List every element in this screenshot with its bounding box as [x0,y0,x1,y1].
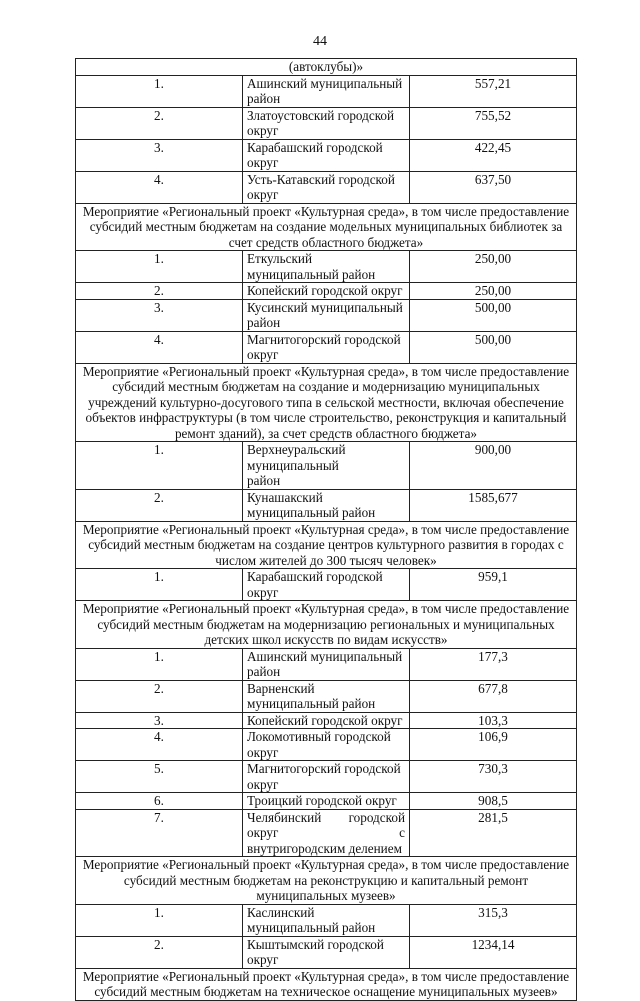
municipality-name [243,809,410,857]
subsidy-amount: 908,5 [410,793,577,810]
subsidy-table-body [76,59,577,1001]
table-row [76,139,577,171]
row-number: 4. [76,171,243,203]
row-number: 1. [76,75,243,107]
subsidy-amount: 557,21 [410,75,577,107]
municipality-name: Еткульский муниципальный район [243,251,410,283]
municipality-name: Копейский городской округ [243,712,410,729]
municipality-name: Кунашакский муниципальный район [243,489,410,521]
row-number: 5. [76,761,243,793]
row-number: 1. [76,569,243,601]
row-number: 2. [76,283,243,300]
subsidy-amount: 730,3 [410,761,577,793]
section-heading-row [76,363,577,442]
subsidy-amount: 106,9 [410,729,577,761]
municipality-name: Варненский муниципальный район [243,680,410,712]
subsidy-amount: 500,00 [410,331,577,363]
section-heading-row [76,521,577,569]
table-row [76,171,577,203]
subsidy-amount: 281,5 [410,809,577,857]
municipality-name-line: Верхнеуральский муниципальный [247,442,346,473]
table-row [76,299,577,331]
subsidy-amount: 959,1 [410,569,577,601]
subsidy-amount: 103,3 [410,712,577,729]
row-number: 1. [76,648,243,680]
row-number: 2. [76,489,243,521]
municipality-name: Карабашский городской округ [243,139,410,171]
table-row [76,680,577,712]
page-number: 44 [313,34,327,49]
municipality-name-line: внутригородским делением [247,840,402,856]
subsidy-amount: 1234,14 [410,936,577,968]
row-number: 3. [76,712,243,729]
section-heading-row [76,857,577,905]
row-number: 4. [76,331,243,363]
table-row [76,648,577,680]
row-number: 3. [76,139,243,171]
row-number: 1. [76,904,243,936]
municipality-name: Магнитогорский городской округ [243,331,410,363]
municipality-name: Карабашский городской округ [243,569,410,601]
section-heading: Мероприятие «Региональный проект «Культурная среда», в том числе предоставление субсидий местным бюджетам на создание центров культурного развития в городах с числом жителей до 300 тысяч человек» [76,521,577,569]
table-row [76,283,577,300]
table-row [76,793,577,810]
municipality-name-line: Челябинский городской округ с [247,809,405,840]
subsidy-amount: 250,00 [410,251,577,283]
section-heading-row [76,203,577,251]
table-row [76,729,577,761]
subsidy-amount: 1585,677 [410,489,577,521]
table-row [76,809,577,857]
table-row [76,904,577,936]
table-row [76,936,577,968]
municipality-name: Кыштымский городской округ [243,936,410,968]
row-number: 2. [76,936,243,968]
subsidy-amount: 315,3 [410,904,577,936]
municipality-name [243,442,410,490]
subsidy-amount: 177,3 [410,648,577,680]
section-heading: Мероприятие «Региональный проект «Культурная среда», в том числе предоставление субсидий местным бюджетам на техническое оснащение муниципальных музеев» [76,968,577,1000]
table-row [76,569,577,601]
table-row [76,251,577,283]
subsidy-amount: 755,52 [410,107,577,139]
municipality-name: Магнитогорский городской округ [243,761,410,793]
row-number: 2. [76,107,243,139]
section-heading-row [76,59,577,76]
subsidy-amount: 422,45 [410,139,577,171]
table-row [76,75,577,107]
municipality-name: Усть-Катавский городской округ [243,171,410,203]
subsidy-amount: 900,00 [410,442,577,490]
section-heading-row [76,601,577,649]
section-heading: (автоклубы)» [76,59,577,76]
municipality-name: Троицкий городской округ [243,793,410,810]
subsidy-amount: 677,8 [410,680,577,712]
table-row [76,442,577,490]
subsidy-amount: 250,00 [410,283,577,300]
table-row [76,107,577,139]
table-row [76,489,577,521]
subsidy-amount: 637,50 [410,171,577,203]
municipality-name: Локомотивный городской округ [243,729,410,761]
row-number: 1. [76,251,243,283]
table-row [76,331,577,363]
municipality-name: Копейский городской округ [243,283,410,300]
municipality-name: Ашинский муниципальный район [243,648,410,680]
subsidy-amount: 500,00 [410,299,577,331]
row-number: 3. [76,299,243,331]
row-number: 7. [76,809,243,857]
municipality-name: Ашинский муниципальный район [243,75,410,107]
municipality-name: Каслинский муниципальный район [243,904,410,936]
table-row [76,761,577,793]
row-number: 4. [76,729,243,761]
municipality-name: Златоустовский городской округ [243,107,410,139]
section-heading-row [76,968,577,1000]
table-row [76,712,577,729]
section-heading: Мероприятие «Региональный проект «Культурная среда», в том числе предоставление субсидий местным бюджетам на создание модельных муниципальных библиотек за счет средств областного бюджета» [76,203,577,251]
section-heading: Мероприятие «Региональный проект «Культурная среда», в том числе предоставление субсидий местным бюджетам на создание и модернизацию муниципальных учреждений культурно-досугового типа в сельской местности, включая обеспечение объектов инфраструктуры (в том числе строительство, реконструкция и капитальный ремонт зданий), за счет средств областного бюджета» [76,363,577,442]
municipality-name: Кусинский муниципальный район [243,299,410,331]
row-number: 2. [76,680,243,712]
row-number: 1. [76,442,243,490]
municipality-name-line: район [247,473,281,488]
section-heading: Мероприятие «Региональный проект «Культурная среда», в том числе предоставление субсидий местным бюджетам на модернизацию региональных и муниципальных детских школ искусств по видам искусств» [76,601,577,649]
section-heading: Мероприятие «Региональный проект «Культурная среда», в том числе предоставление субсидий местным бюджетам на реконструкцию и капитальный ремонт муниципальных музеев» [76,857,577,905]
row-number: 6. [76,793,243,810]
subsidy-table [75,58,577,1001]
